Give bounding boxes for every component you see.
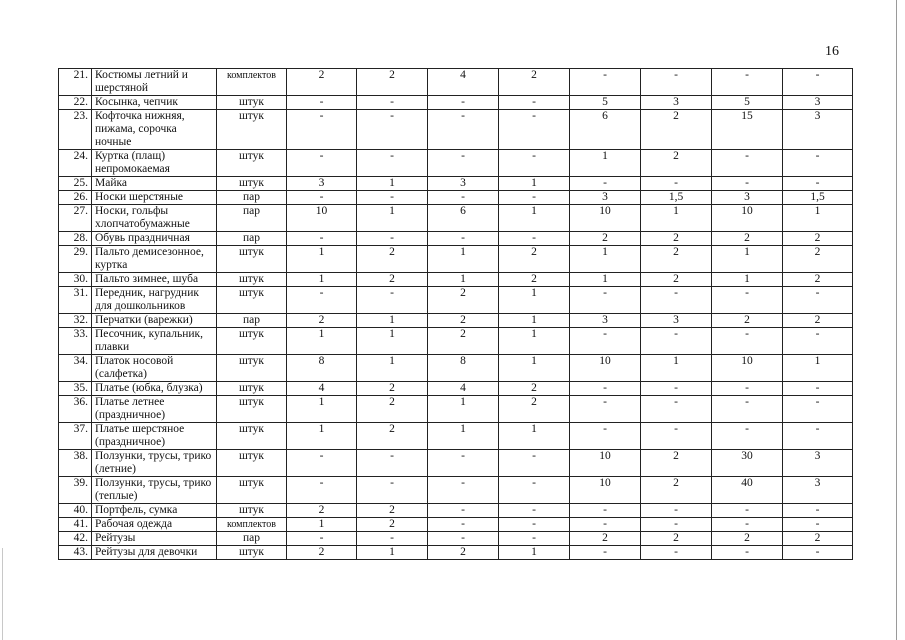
norm-value: 2 [641, 532, 712, 546]
item-name: Платье летнее (праздничное) [92, 396, 217, 423]
norm-value: 2 [641, 232, 712, 246]
norm-value: 8 [428, 355, 499, 382]
table-row [59, 177, 853, 191]
row-number: 22. [59, 96, 92, 110]
norm-value: - [570, 504, 641, 518]
norm-value: 3 [570, 314, 641, 328]
norm-value: - [570, 287, 641, 314]
norm-value: - [428, 232, 499, 246]
norm-value: 2 [783, 314, 853, 328]
norm-value: - [499, 532, 570, 546]
norm-value: 5 [570, 96, 641, 110]
item-unit: штук [217, 546, 287, 560]
norm-value: 2 [357, 396, 428, 423]
norm-value: 3 [428, 177, 499, 191]
row-number: 36. [59, 396, 92, 423]
norm-value: 1 [499, 177, 570, 191]
norm-value: 4 [428, 382, 499, 396]
norm-value: 2 [357, 69, 428, 96]
norm-value: 10 [570, 477, 641, 504]
norm-value: 10 [570, 450, 641, 477]
norm-value: 2 [428, 328, 499, 355]
norm-value: 2 [499, 69, 570, 96]
norm-value: - [357, 232, 428, 246]
norm-value: 2 [428, 314, 499, 328]
norm-value: 1 [712, 246, 783, 273]
row-number: 27. [59, 205, 92, 232]
norm-value: - [783, 546, 853, 560]
table-row [59, 110, 853, 150]
item-name: Рейтузы [92, 532, 217, 546]
norm-value: 1 [428, 396, 499, 423]
table-row [59, 287, 853, 314]
norm-value: 1 [357, 314, 428, 328]
norm-value: 2 [357, 273, 428, 287]
norm-value: 1 [783, 205, 853, 232]
norm-value: - [570, 396, 641, 423]
norm-value: - [357, 477, 428, 504]
norm-value: - [287, 110, 357, 150]
item-name: Передник, нагрудник для дошкольников [92, 287, 217, 314]
norm-value: - [641, 382, 712, 396]
norm-value: 2 [428, 546, 499, 560]
norm-value: 1 [641, 205, 712, 232]
norm-value: - [428, 450, 499, 477]
norm-value: 2 [712, 232, 783, 246]
norm-value: - [357, 191, 428, 205]
scan-left-margin-mark [2, 548, 3, 640]
norm-value: - [499, 110, 570, 150]
norm-value: - [783, 396, 853, 423]
norm-value: - [783, 328, 853, 355]
norm-value: - [357, 287, 428, 314]
norm-value: - [641, 328, 712, 355]
norm-value: 3 [783, 110, 853, 150]
row-number: 29. [59, 246, 92, 273]
item-unit: пар [217, 532, 287, 546]
item-unit: штук [217, 150, 287, 177]
norm-value: - [357, 110, 428, 150]
item-unit: штук [217, 328, 287, 355]
norm-value: - [428, 150, 499, 177]
norm-value: - [712, 69, 783, 96]
norm-value: 2 [499, 382, 570, 396]
item-name: Ползунки, трусы, трико (летние) [92, 450, 217, 477]
item-name: Майка [92, 177, 217, 191]
norm-value: 6 [570, 110, 641, 150]
norm-value: 1 [357, 355, 428, 382]
norm-value: - [570, 546, 641, 560]
table-body [59, 69, 853, 560]
norm-value: - [499, 477, 570, 504]
item-unit: комплектов [217, 518, 287, 532]
table-row [59, 96, 853, 110]
norm-value: 3 [287, 177, 357, 191]
norm-value: 2 [287, 546, 357, 560]
item-unit: штук [217, 477, 287, 504]
norm-value: 10 [712, 355, 783, 382]
norm-value: - [499, 504, 570, 518]
item-name: Ползунки, трусы, трико (теплые) [92, 477, 217, 504]
norm-value: - [641, 177, 712, 191]
norm-value: - [712, 423, 783, 450]
norm-value: 1 [499, 423, 570, 450]
table-row [59, 396, 853, 423]
row-number: 24. [59, 150, 92, 177]
norm-value: 2 [499, 246, 570, 273]
row-number: 34. [59, 355, 92, 382]
norm-value: 10 [712, 205, 783, 232]
norm-value: 1 [570, 246, 641, 273]
norm-value: 10 [570, 355, 641, 382]
norm-value: 15 [712, 110, 783, 150]
norm-value: - [712, 396, 783, 423]
norm-value: 1 [287, 328, 357, 355]
norm-value: 3 [712, 191, 783, 205]
page-number: 16 [825, 44, 839, 59]
item-unit: штук [217, 382, 287, 396]
norm-value: 8 [287, 355, 357, 382]
item-unit: штук [217, 110, 287, 150]
norm-value: 1 [357, 328, 428, 355]
item-name: Портфель, сумка [92, 504, 217, 518]
norm-value: 2 [499, 396, 570, 423]
item-name: Платье (юбка, блузка) [92, 382, 217, 396]
item-name: Пальто зимнее, шуба [92, 273, 217, 287]
norm-value: - [428, 532, 499, 546]
norm-value: 1,5 [783, 191, 853, 205]
row-number: 33. [59, 328, 92, 355]
scan-right-edge-line [896, 0, 897, 640]
norm-value: 2 [783, 532, 853, 546]
norm-value: - [287, 191, 357, 205]
norm-value: - [428, 518, 499, 532]
norm-value: 4 [428, 69, 499, 96]
norm-value: - [428, 191, 499, 205]
norm-value: - [499, 150, 570, 177]
norm-value: 1 [357, 546, 428, 560]
row-number: 40. [59, 504, 92, 518]
row-number: 35. [59, 382, 92, 396]
norm-value: 1 [499, 328, 570, 355]
table-row [59, 382, 853, 396]
item-name: Рабочая одежда [92, 518, 217, 532]
norm-value: 2 [712, 532, 783, 546]
item-unit: штук [217, 96, 287, 110]
norm-value: - [357, 150, 428, 177]
norm-value: - [570, 69, 641, 96]
norm-value: - [357, 450, 428, 477]
item-unit: пар [217, 314, 287, 328]
norm-value: - [712, 518, 783, 532]
norm-value: - [712, 177, 783, 191]
norm-value: 2 [783, 273, 853, 287]
norm-value: 2 [641, 273, 712, 287]
norm-value: 1 [499, 355, 570, 382]
table-row [59, 69, 853, 96]
norm-value: - [783, 423, 853, 450]
row-number: 26. [59, 191, 92, 205]
norm-value: 2 [499, 273, 570, 287]
item-name: Пальто демисезонное, куртка [92, 246, 217, 273]
norm-value: 3 [641, 314, 712, 328]
norm-value: - [641, 504, 712, 518]
item-unit: пар [217, 191, 287, 205]
item-name: Носки, гольфы хлопчатобумажные [92, 205, 217, 232]
norm-value: - [641, 396, 712, 423]
norm-value: 3 [783, 96, 853, 110]
norm-value: - [570, 518, 641, 532]
norm-value: - [357, 532, 428, 546]
norm-value: 2 [641, 110, 712, 150]
norm-value: 1 [499, 205, 570, 232]
norm-value: - [428, 110, 499, 150]
item-unit: пар [217, 232, 287, 246]
norm-value: 2 [712, 314, 783, 328]
norm-value: - [570, 177, 641, 191]
norm-value: - [783, 177, 853, 191]
norm-value: 3 [570, 191, 641, 205]
item-name: Куртка (плащ) непромокаемая [92, 150, 217, 177]
row-number: 43. [59, 546, 92, 560]
norm-value: 10 [287, 205, 357, 232]
row-number: 37. [59, 423, 92, 450]
norm-value: - [428, 477, 499, 504]
item-unit: штук [217, 423, 287, 450]
table-row [59, 328, 853, 355]
norm-value: 2 [287, 314, 357, 328]
norm-value: - [641, 546, 712, 560]
norm-value: - [499, 96, 570, 110]
norm-value: 1 [287, 246, 357, 273]
norm-value: 2 [287, 504, 357, 518]
row-number: 38. [59, 450, 92, 477]
item-name: Перчатки (варежки) [92, 314, 217, 328]
norm-value: 2 [783, 246, 853, 273]
item-unit: пар [217, 205, 287, 232]
row-number: 39. [59, 477, 92, 504]
row-number: 30. [59, 273, 92, 287]
item-unit: штук [217, 246, 287, 273]
norm-value: - [641, 518, 712, 532]
norm-value: 2 [428, 287, 499, 314]
row-number: 23. [59, 110, 92, 150]
row-number: 31. [59, 287, 92, 314]
table-row [59, 232, 853, 246]
norm-value: - [499, 191, 570, 205]
norm-value: - [783, 150, 853, 177]
norm-value: - [641, 423, 712, 450]
norm-value: 1 [499, 287, 570, 314]
table-row [59, 246, 853, 273]
norm-value: - [641, 287, 712, 314]
norm-value: 1,5 [641, 191, 712, 205]
norm-value: - [712, 328, 783, 355]
item-unit: комплектов [217, 69, 287, 96]
norm-value: 1 [428, 423, 499, 450]
item-name: Песочник, купальник, плавки [92, 328, 217, 355]
table-row [59, 423, 853, 450]
norm-value: - [287, 477, 357, 504]
norm-value: - [783, 518, 853, 532]
norm-value: 3 [783, 450, 853, 477]
norm-value: 1 [287, 273, 357, 287]
norm-value: 1 [712, 273, 783, 287]
norm-value: 1 [783, 355, 853, 382]
item-name: Кофточка нижняя, пижама, сорочка ночные [92, 110, 217, 150]
norm-value: 1 [570, 150, 641, 177]
norm-value: - [287, 150, 357, 177]
norm-value: 1 [357, 177, 428, 191]
item-name: Обувь праздничная [92, 232, 217, 246]
norm-value: - [287, 532, 357, 546]
norm-value: - [287, 287, 357, 314]
item-unit: штук [217, 355, 287, 382]
table-row [59, 205, 853, 232]
norm-value: 1 [287, 396, 357, 423]
item-unit: штук [217, 177, 287, 191]
table-row [59, 477, 853, 504]
table-row [59, 546, 853, 560]
norm-value: 5 [712, 96, 783, 110]
norm-value: - [570, 382, 641, 396]
norm-value: 2 [783, 232, 853, 246]
norm-value: - [712, 150, 783, 177]
norm-value: - [428, 504, 499, 518]
item-unit: штук [217, 450, 287, 477]
item-unit: штук [217, 273, 287, 287]
norm-value: 10 [570, 205, 641, 232]
norm-value: - [783, 504, 853, 518]
table-row [59, 504, 853, 518]
norm-value: 2 [357, 246, 428, 273]
norm-value: 2 [357, 382, 428, 396]
row-number: 32. [59, 314, 92, 328]
norm-value: - [712, 504, 783, 518]
norm-value: 1 [428, 273, 499, 287]
item-name: Носки шерстяные [92, 191, 217, 205]
item-name: Рейтузы для девочки [92, 546, 217, 560]
row-number: 21. [59, 69, 92, 96]
table-row [59, 150, 853, 177]
table-row [59, 450, 853, 477]
item-name: Костюмы летний и шерстяной [92, 69, 217, 96]
norm-value: 1 [641, 355, 712, 382]
table-row [59, 191, 853, 205]
norm-value: - [570, 423, 641, 450]
row-number: 41. [59, 518, 92, 532]
norm-value: 1 [499, 314, 570, 328]
norm-value: 2 [357, 504, 428, 518]
norm-value: 40 [712, 477, 783, 504]
table-row [59, 314, 853, 328]
item-unit: штук [217, 396, 287, 423]
norm-value: - [287, 232, 357, 246]
norm-value: - [357, 96, 428, 110]
table-row [59, 518, 853, 532]
norm-value: 2 [641, 246, 712, 273]
norm-value: 2 [287, 69, 357, 96]
norm-value: - [783, 69, 853, 96]
norm-value: 2 [641, 150, 712, 177]
item-unit: штук [217, 504, 287, 518]
row-number: 28. [59, 232, 92, 246]
norm-value: 4 [287, 382, 357, 396]
norm-value: 2 [357, 518, 428, 532]
norm-value: - [499, 232, 570, 246]
table-row [59, 532, 853, 546]
norm-value: 1 [499, 546, 570, 560]
norm-value: - [712, 287, 783, 314]
norm-value: - [712, 546, 783, 560]
norm-value: 1 [287, 423, 357, 450]
norm-value: 3 [641, 96, 712, 110]
norm-value: - [570, 328, 641, 355]
norm-value: - [499, 450, 570, 477]
norm-value: - [287, 96, 357, 110]
row-number: 25. [59, 177, 92, 191]
item-name: Платье шерстяное (праздничное) [92, 423, 217, 450]
norm-value: - [783, 382, 853, 396]
norm-value: 2 [357, 423, 428, 450]
norm-value: 1 [428, 246, 499, 273]
norm-value: - [783, 287, 853, 314]
norm-value: 2 [641, 450, 712, 477]
norm-value: - [641, 69, 712, 96]
norm-value: - [428, 96, 499, 110]
table-row [59, 273, 853, 287]
norm-value: - [499, 518, 570, 532]
norm-value: 1 [570, 273, 641, 287]
norm-value: 2 [641, 477, 712, 504]
norm-value: 1 [287, 518, 357, 532]
item-name: Косынка, чепчик [92, 96, 217, 110]
norm-value: - [287, 450, 357, 477]
norm-value: 1 [357, 205, 428, 232]
row-number: 42. [59, 532, 92, 546]
norm-value: - [712, 382, 783, 396]
item-name: Платок носовой (салфетка) [92, 355, 217, 382]
item-unit: штук [217, 287, 287, 314]
table-row [59, 355, 853, 382]
norm-value: 6 [428, 205, 499, 232]
clothing-norms-table [58, 68, 853, 560]
norm-value: 3 [783, 477, 853, 504]
norm-value: 2 [570, 532, 641, 546]
norm-value: 2 [570, 232, 641, 246]
norm-value: 30 [712, 450, 783, 477]
